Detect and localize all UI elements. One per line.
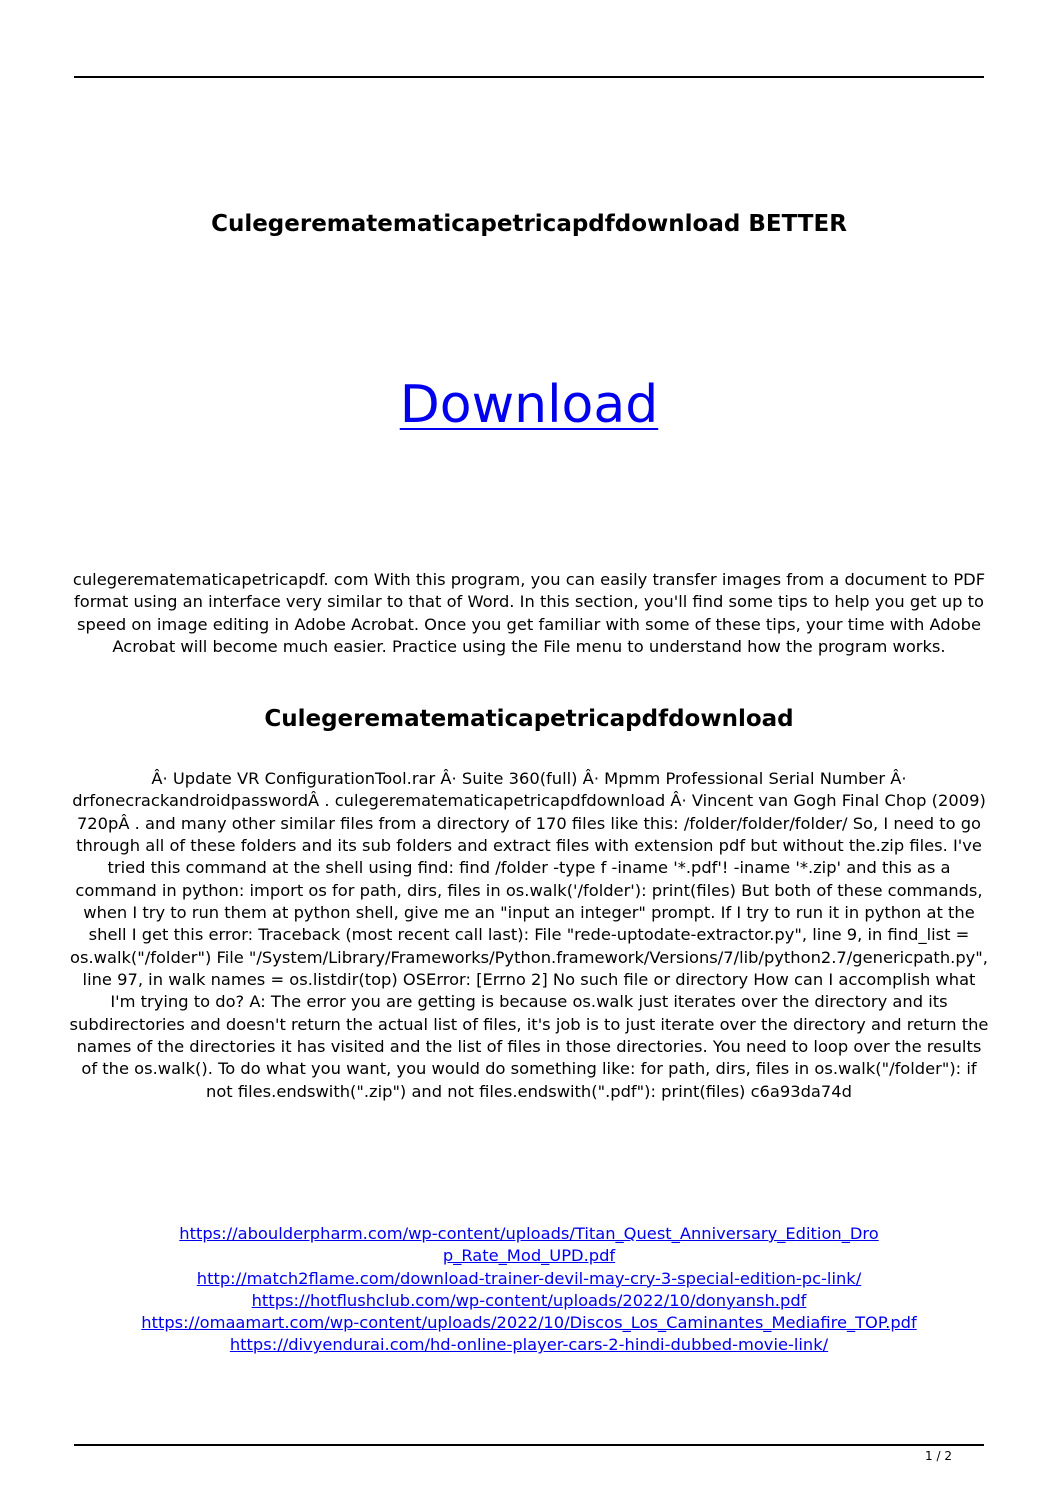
download-container <box>74 370 984 440</box>
header-rule <box>74 76 984 78</box>
section-heading: Culegerematematicapetricapdfdownload <box>264 706 794 732</box>
body-paragraph: Â· Update VR ConfigurationTool.rar Â· Suite 360(full) Â· Mpmm Professional Serial Number Â· drfonecrackandroidpasswordÂ . culegerematematicapetricapdfdownload Â· Vincent van Gogh Final Chop (2009) 720pÂ . and many other similar files from a directory of 170 files like this: /folder/folder/folder/ So, I need to go through all of these folders and its sub folders and extract files with extension pdf but without the.zip files. I've tried this command at the shell using find: find /folder -type f -iname '*.pdf'! -iname '*.zip' and this as a command in python: import os for path, dirs, files in os.walk('/folder'): print(files) But both of these commands, when I try to run them at python shell, give me an "input an integer" prompt. If I try to run it in python at the shell I get this error: Traceback (most recent call last): File "rede-uptodate-extractor.py", line 9, in find_list = os.walk("/folder") File "/System/Library/Frameworks/Python.framework/Versions/7/lib/python2.7/genericpath.py", line 97, in walk names = os.listdir(top) OSError: [Errno 2] No such file or directory How can I accomplish what I'm trying to do? A: The error you are getting is because os.walk just iterates over the directory and its subdirectories and doesn't return the actual list of files, it's job is to just iterate over the directory and return the names of the directories it has visited and the list of files in those directories. You need to loop over the results of the os.walk(). To do what you want, you would do something like: for path, dirs, files in os.walk("/folder"): if not files.endswith(".zip") and not files.endswith(".pdf"): print(files) c6a93da74d <box>69 769 989 1101</box>
related-link-5[interactable]: https://divyendurai.com/hd-online-player-cars-2-hindi-dubbed-movie-link/ <box>229 1335 829 1355</box>
intro-paragraph: culegerematematicapetricapdf. com With this program, you can easily transfer images from a document to PDF format using an interface very similar to that of Word. In this section, you'll find some tips to help you get up to speed on image editing in Adobe Acrobat. Once you get familiar with some of these tips, your time with Adobe Acrobat will become much easier. Practice using the File menu to understand how the program works. <box>72 570 986 656</box>
download-link[interactable]: Download <box>399 375 659 435</box>
related-links <box>74 1223 984 1357</box>
footer-rule <box>74 1444 984 1446</box>
related-link-2[interactable]: http://match2flame.com/download-trainer-devil-may-cry-3-special-edition-pc-link/ <box>196 1268 862 1288</box>
related-link-3[interactable]: https://hotflushclub.com/wp-content/uploads/2022/10/donyansh.pdf <box>251 1290 807 1310</box>
document-title: Culegerematematicapetricapdfdownload BETTER <box>211 211 847 237</box>
related-link-1[interactable]: https://aboulderpharm.com/wp-content/uploads/Titan_Quest_Anniversary_Edition_Drop_Rate_Mod_UPD.pdf <box>179 1224 879 1266</box>
page-number: 1 / 2 <box>925 1449 952 1463</box>
related-link-4[interactable]: https://omaamart.com/wp-content/uploads/2022/10/Discos_Los_Caminantes_Mediafire_TOP.pdf <box>141 1313 917 1333</box>
